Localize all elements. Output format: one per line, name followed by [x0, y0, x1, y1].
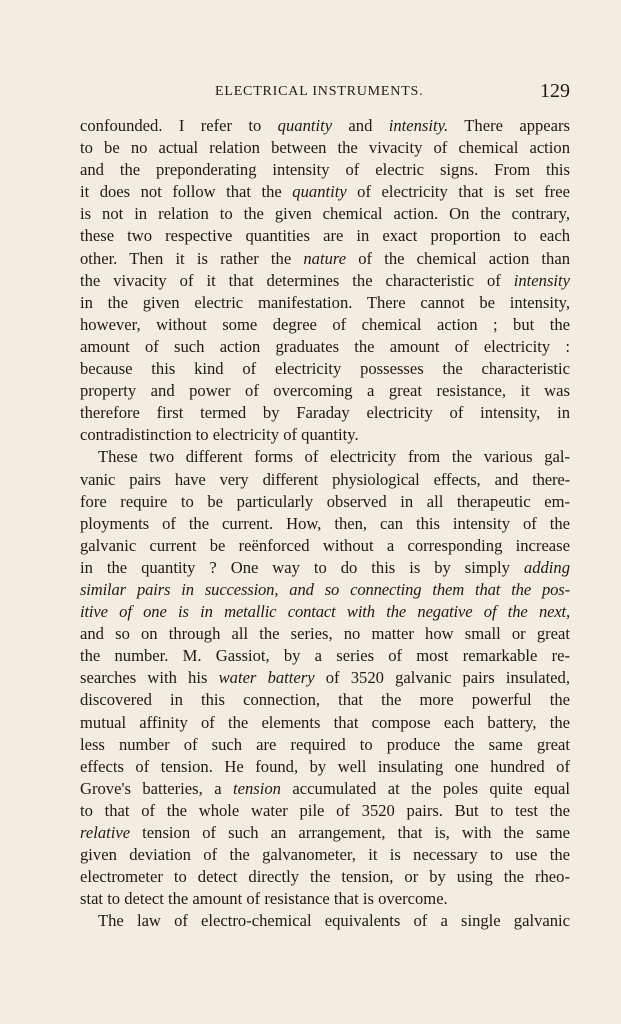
text-line	[80, 579, 570, 601]
text-line	[80, 756, 570, 778]
text-run: because this kind of electricity possesses the characteristic	[80, 359, 570, 379]
text-line	[80, 910, 570, 932]
italic-text: quantity	[292, 182, 347, 202]
text-run: these two respective quantities are in exact proportion to each	[80, 226, 570, 246]
text-line	[80, 689, 570, 711]
text-run: is not in relation to the given chemical action. On the contrary,	[80, 204, 570, 224]
text-line	[80, 115, 570, 137]
italic-text: quantity	[277, 116, 333, 135]
text-run: tension of such an arrangement, that is, with the same	[130, 823, 570, 842]
text-run: amount of such action graduates the amount of electricity :	[80, 336, 570, 356]
text-run: and the preponderating intensity of electric signs. From this	[80, 160, 570, 180]
text-line	[80, 314, 570, 336]
text-line	[80, 778, 570, 800]
text-run: effects of tension. He found, by well insulating one hundred of	[80, 756, 570, 776]
text-line	[80, 424, 570, 446]
text-run: other. Then it is rather the	[80, 248, 304, 268]
text-run: confounded. I refer to	[80, 116, 278, 135]
text-line	[80, 888, 570, 910]
text-line	[80, 491, 570, 513]
page-header	[80, 80, 570, 104]
text-run: mutual affinity of the elements that compose each battery, the	[80, 712, 570, 732]
text-run: less number of such are required to produce the same great	[80, 734, 570, 754]
text-run: therefore first termed by Faraday electricity of intensity, in	[80, 403, 570, 423]
italic-text: adding	[523, 557, 570, 577]
text-run: of 3520 galvanic pairs insulated,	[314, 668, 570, 688]
text-line	[80, 535, 570, 557]
text-run: galvanic current be reënforced without a corresponding increase	[80, 535, 570, 555]
text-line	[80, 557, 570, 579]
text-run: of electricity that is set free	[346, 182, 570, 202]
text-run: given deviation of the galvanometer, it is necessary to use the	[80, 845, 570, 865]
text-line	[80, 712, 570, 734]
text-run: There appears	[448, 116, 570, 135]
italic-text: water battery	[218, 668, 315, 688]
text-run: it does not follow that the	[80, 182, 293, 202]
page-number: 129	[540, 80, 570, 102]
text-run: The law of electro-chemical equivalents of a single galvanic	[98, 911, 570, 931]
text-line	[80, 203, 570, 225]
text-line	[80, 844, 570, 866]
text-run: of the chemical action than	[346, 248, 570, 268]
italic-text: relative	[80, 823, 131, 842]
text-run: however, without some degree of chemical action ; but the	[80, 314, 570, 334]
text-run: accumulated at the poles quite equal	[280, 778, 570, 798]
text-line	[80, 159, 570, 181]
text-run: ployments of the current. How, then, can this intensity of the	[80, 513, 570, 533]
text-line	[80, 358, 570, 380]
italic-text: tension	[233, 778, 281, 798]
text-run: the number. M. Gassiot, by a series of most remarkable re-	[80, 646, 570, 666]
italic-text: nature	[303, 248, 347, 268]
text-line	[80, 513, 570, 535]
text-run: fore require to be particularly observed in all therapeutic em-	[80, 491, 570, 511]
text-line	[80, 734, 570, 756]
italic-text: intensity	[513, 270, 570, 290]
text-line	[80, 336, 570, 358]
italic-text: intensity.	[388, 116, 449, 135]
text-line	[80, 402, 570, 424]
text-run: Grove's batteries, a	[80, 778, 234, 798]
text-line	[80, 866, 570, 888]
text-line	[80, 822, 570, 844]
text-run: and	[332, 116, 389, 135]
italic-text: similar pairs in succession, and so connecting them that the pos-	[80, 579, 570, 599]
text-run: in the given electric manifestation. There cannot be intensity,	[80, 292, 570, 312]
text-line	[80, 270, 570, 292]
text-run: electrometer to detect directly the tension, or by using the rheo-	[80, 867, 570, 887]
text-line	[80, 667, 570, 689]
text-run: in the quantity ? One way to do this is by simply	[80, 557, 524, 577]
text-run: and so on through all the series, no matter how small or great	[80, 624, 570, 644]
italic-text: itive of one is in metallic contact with the negative of the next,	[80, 602, 570, 622]
text-run: vanic pairs have very different physiological effects, and there-	[80, 469, 570, 489]
text-line	[80, 137, 570, 159]
text-run: to be no actual relation between the vivacity of chemical action	[80, 138, 570, 158]
text-line	[80, 248, 570, 270]
body-text	[80, 115, 570, 932]
text-run: the vivacity of it that determines the characteristic of	[80, 270, 514, 290]
text-run: property and power of overcoming a great resistance, it was	[80, 381, 570, 401]
text-line	[80, 601, 570, 623]
text-line	[80, 446, 570, 468]
running-head: ELECTRICAL INSTRUMENTS.	[215, 84, 424, 99]
text-line	[80, 623, 570, 645]
text-line	[80, 380, 570, 402]
text-line	[80, 181, 570, 203]
text-line	[80, 800, 570, 822]
text-line	[80, 225, 570, 247]
text-line	[80, 645, 570, 667]
text-line	[80, 469, 570, 491]
text-run: contradistinction to electricity of quantity.	[80, 425, 359, 445]
text-run: discovered in this connection, that the more powerful the	[80, 690, 570, 710]
text-run: to that of the whole water pile of 3520 pairs. But to test the	[80, 800, 570, 820]
text-line	[80, 292, 570, 314]
text-run: These two different forms of electricity from the various gal-	[98, 447, 570, 467]
text-run: stat to detect the amount of resistance that is overcome.	[80, 889, 448, 909]
text-run: searches with his	[80, 668, 219, 688]
